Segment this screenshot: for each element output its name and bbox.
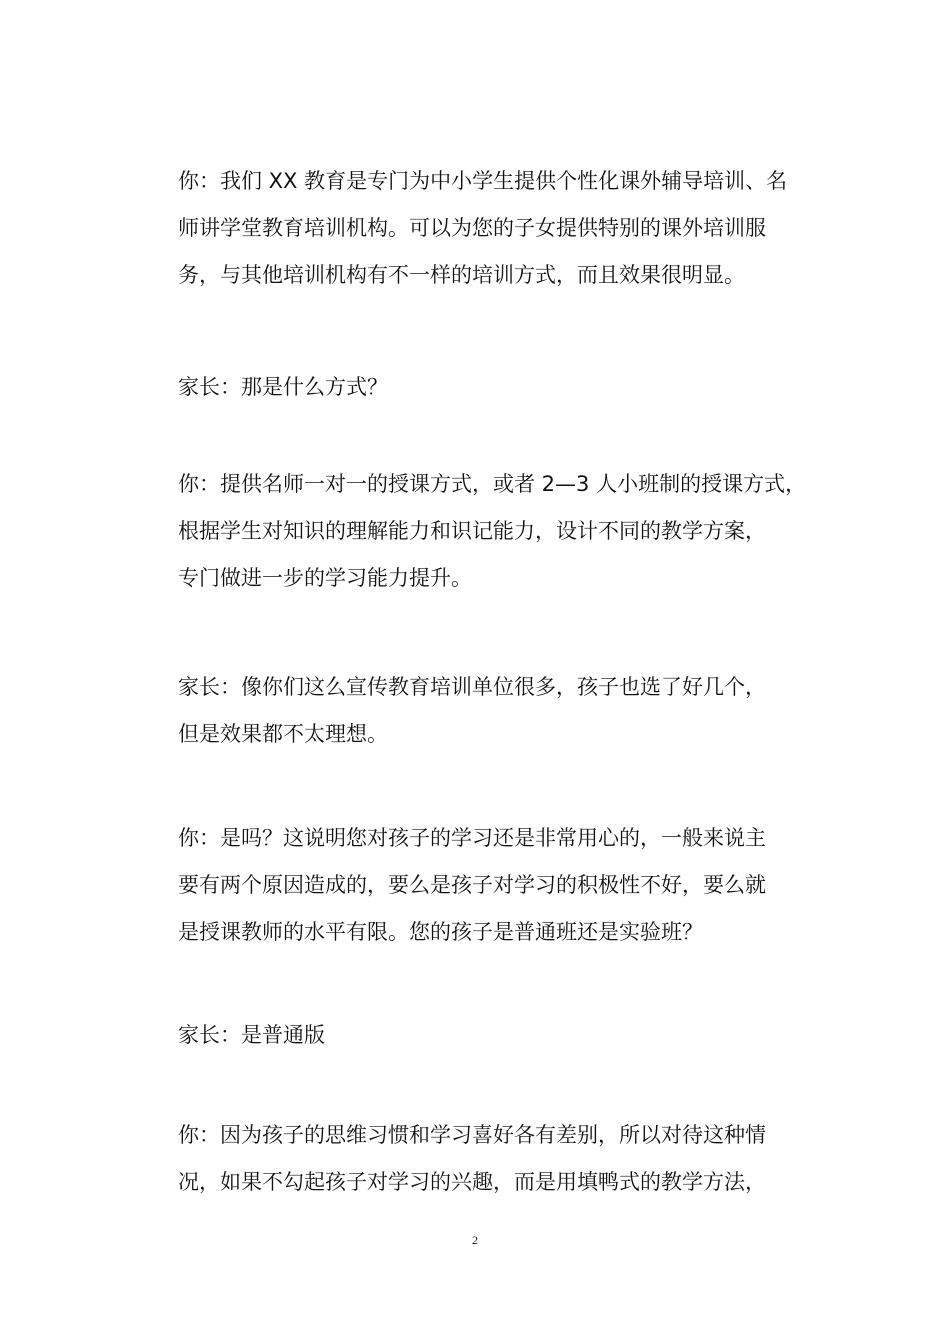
text-line: 但是效果都不太理想。 bbox=[178, 722, 388, 746]
paragraph-teaching-method bbox=[178, 461, 818, 602]
text-line: 况，如果不勾起孩子对学习的兴趣，而是用填鸭式的教学方法， bbox=[178, 1170, 766, 1194]
page-number: 2 bbox=[472, 1233, 478, 1247]
paragraph-explanation bbox=[178, 1112, 818, 1206]
paragraph-parent-answer bbox=[178, 1012, 818, 1059]
paragraph-parent-concern bbox=[178, 664, 818, 758]
paragraph-parent-question bbox=[178, 364, 818, 411]
paragraph-reasons bbox=[178, 815, 818, 956]
text-line: 你：是吗？这说明您对孩子的学习还是非常用心的，一般来说主 bbox=[178, 826, 766, 850]
text-line: 家长：那是什么方式？ bbox=[178, 375, 388, 399]
text-line: 你：提供名师一对一的授课方式，或者 2—3 人小班制的授课方式， bbox=[178, 472, 807, 496]
paragraph-intro bbox=[178, 158, 818, 299]
text-line: 专门做进一步的学习能力提升。 bbox=[178, 566, 472, 590]
text-line: 要有两个原因造成的，要么是孩子对学习的积极性不好，要么就 bbox=[178, 873, 766, 897]
text-line: 家长：是普通版 bbox=[178, 1023, 325, 1047]
text-line: 你：因为孩子的思维习惯和学习喜好各有差别，所以对待这种情 bbox=[178, 1123, 766, 1147]
text-line: 师讲学堂教育培训机构。可以为您的子女提供特别的课外培训服 bbox=[178, 216, 766, 240]
text-line: 家长：像你们这么宣传教育培训单位很多，孩子也选了好几个， bbox=[178, 675, 766, 699]
text-line: 根据学生对知识的理解能力和识记能力，设计不同的教学方案， bbox=[178, 519, 766, 543]
text-line: 务，与其他培训机构有不一样的培训方式，而且效果很明显。 bbox=[178, 263, 745, 287]
text-line: 你：我们 XX 教育是专门为中小学生提供个性化课外辅导培训、名 bbox=[178, 169, 788, 193]
text-line: 是授课教师的水平有限。您的孩子是普通班还是实验班？ bbox=[178, 920, 703, 944]
